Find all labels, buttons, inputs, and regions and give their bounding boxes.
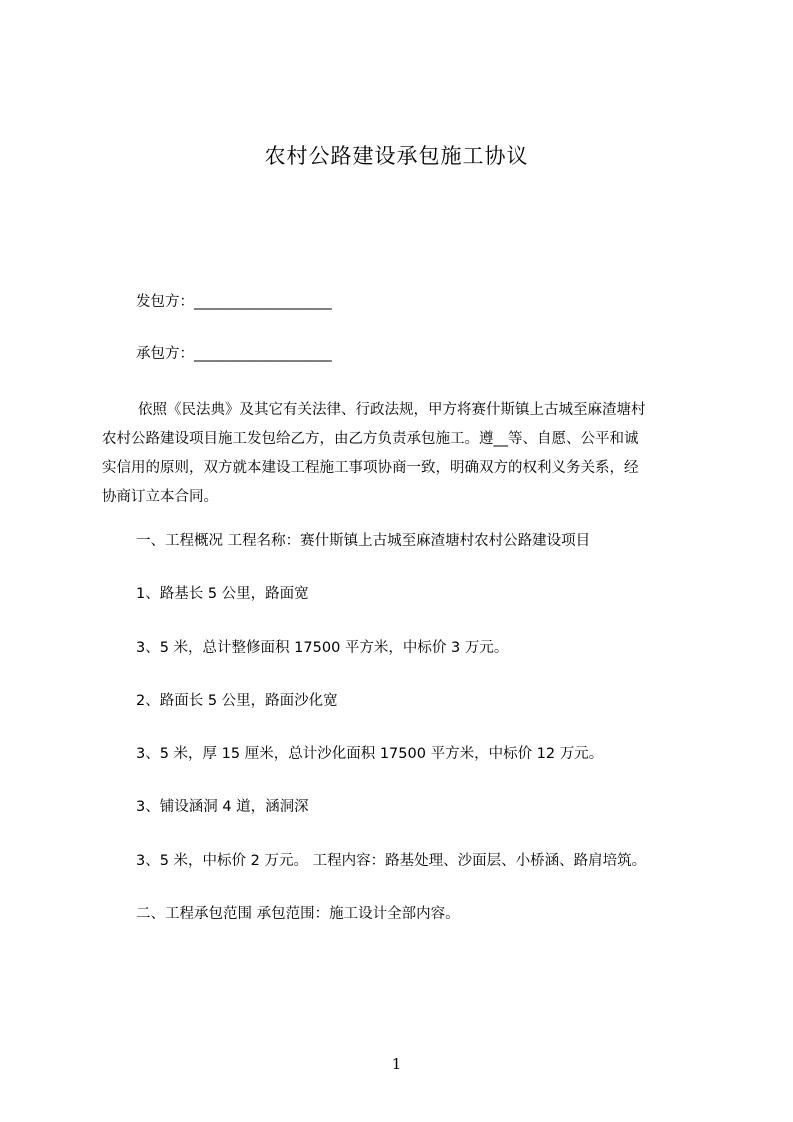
- intro-line: 实信用的原则，双方就本建设工程施工事项协商一致，明确双方的权利义务关系，经: [102, 460, 639, 476]
- document-title: 农村公路建设承包施工协议: [264, 144, 529, 168]
- contractor-line: 承包方：___________________: [136, 346, 332, 362]
- project-item: 1、路基长 5 公里，路面宽: [136, 586, 309, 602]
- project-item: 3、5 米，中标价 2 万元。 工程内容：路基处理、沙面层、小桥涵、路肩培筑。: [136, 853, 647, 869]
- project-item: 3、铺设涵洞 4 道，涵洞深: [136, 799, 309, 815]
- section2-heading: 二、工程承包范围 承包范围：施工设计全部内容。: [136, 906, 460, 922]
- intro-line: 依照《民法典》及其它有关法律、行政法规，甲方将赛什斯镇上古城至麻渣塘村: [138, 402, 646, 418]
- intro-paragraph: [102, 396, 714, 512]
- project-item: 2、路面长 5 公里，路面沙化宽: [136, 693, 338, 709]
- page-number: 1: [391, 1055, 402, 1073]
- project-item: 3、5 米，总计整修面积 17500 平方米，中标价 3 万元。: [136, 640, 509, 656]
- intro-line: 农村公路建设项目施工发包给乙方，由乙方负责承包施工。遵__等、自愿、公平和诚: [102, 431, 639, 447]
- intro-line: 协商订立本合同。: [102, 489, 218, 505]
- issuer-line: 发包方：___________________: [136, 294, 332, 310]
- section1-heading: 一、工程概况 工程名称：赛什斯镇上古城至麻渣塘村农村公路建设项目: [136, 533, 591, 549]
- project-item: 3、5 米，厚 15 厘米，总计沙化面积 17500 平方米，中标价 12 万元。: [136, 746, 604, 762]
